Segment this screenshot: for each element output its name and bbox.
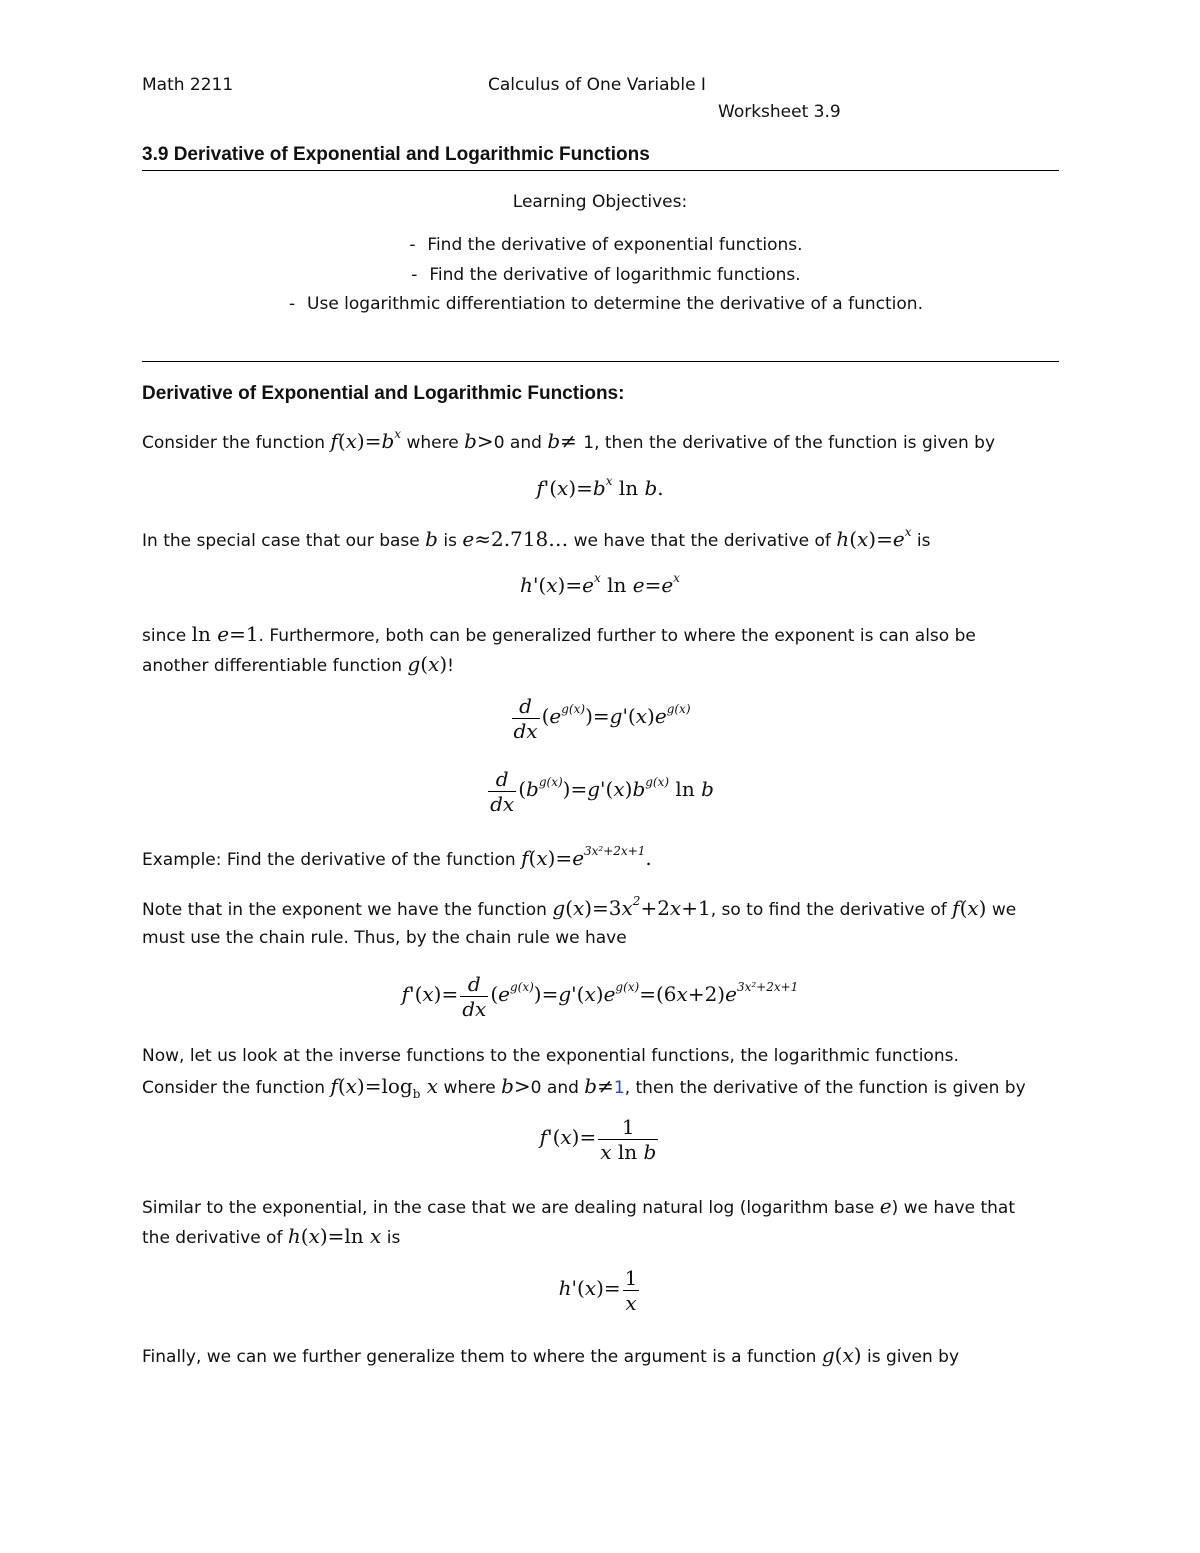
equation-exp-derivative: $f'(x)=b^x$ ln b. [536,474,664,500]
equation-ln-derivative: h'(x)= $\frac{1}{x}$ [558,1266,638,1315]
equation-chain-exp-e: $\frac{d}{dx}$ $(e^{g(x)})=g'(x)e^{g(x)}$ [513,694,691,743]
course-code: Math 2211 [142,75,234,95]
objectives-divider [142,361,1059,362]
course-title: Calculus of One Variable I [488,75,706,95]
equation-example-result: f'(x)= $\frac{d}{dx}$ $(e^{g(x)})=g'(x)e^{g(x)}=(6x+2)e^{3x^2+2x+1}$ [401,972,799,1021]
paragraph-note-cont: must use the chain rule. Thus, by the chain rule we have [142,928,627,948]
paragraph-natural-log-cont: the derivative of h(x)=ln x is [142,1224,401,1248]
worksheet-label: Worksheet 3.9 [718,102,841,122]
example-statement: Example: Find the derivative of the function $f(x)=e^{3x^2+2x+1}$. [142,844,652,870]
paragraph-natural-log: Similar to the exponential, in the case that we are dealing natural log (logarithm base e) we have that [142,1194,1016,1218]
paragraph-note: Note that in the exponent we have the function $g(x)=3x^2+2x+1$, so to find the derivative of f(x) we [142,894,1017,920]
equation-natural-exp: $h'(x)=e^x$ $\ln e=e^x$ [520,571,680,597]
paragraph-final: Finally, we can we further generalize them to where the argument is a function g(x) is given by [142,1343,960,1367]
objective-item: - Use logarithmic differentiation to determine the derivative of a function. [288,294,923,314]
objective-item: - Find the derivative of exponential functions. [409,235,803,255]
equation-chain-exp-b: $\frac{d}{dx}$ $(b^{g(x)})=g'(x)b^{g(x)}$ ln b [490,767,714,816]
objective-item: - Find the derivative of logarithmic functions. [411,265,801,285]
paragraph-log-definition: Consider the function $f(x)=\log_b$ x where b>0 and b≠1, then the derivative of the function is given by [142,1074,1026,1101]
equation-log-derivative: f'(x)= $\frac{1}{\text{x ln b}}$ [539,1115,657,1164]
paragraph-generalize: since ln e=1. Furthermore, both can be generalized further to where the exponent is can also be [142,622,976,646]
paragraph-special-case: In the special case that our base b is e≈2.718… we have that the derivative of $h(x)=e^x$ is [142,525,931,551]
title-divider [142,170,1059,171]
paragraph-inverse: Now, let us look at the inverse functions to the exponential functions, the logarithmic functions. [142,1046,959,1066]
objectives-heading: Learning Objectives: [512,192,688,212]
section-title: 3.9 Derivative of Exponential and Logarithmic Functions [142,144,650,165]
subheading: Derivative of Exponential and Logarithmic Functions: [142,383,625,404]
paragraph-definition: Consider the function $f(x)=b^x$ where b>0 and b≠ 1, then the derivative of the function is given by [142,427,996,453]
paragraph-generalize-cont: another differentiable function g(x)! [142,652,454,676]
